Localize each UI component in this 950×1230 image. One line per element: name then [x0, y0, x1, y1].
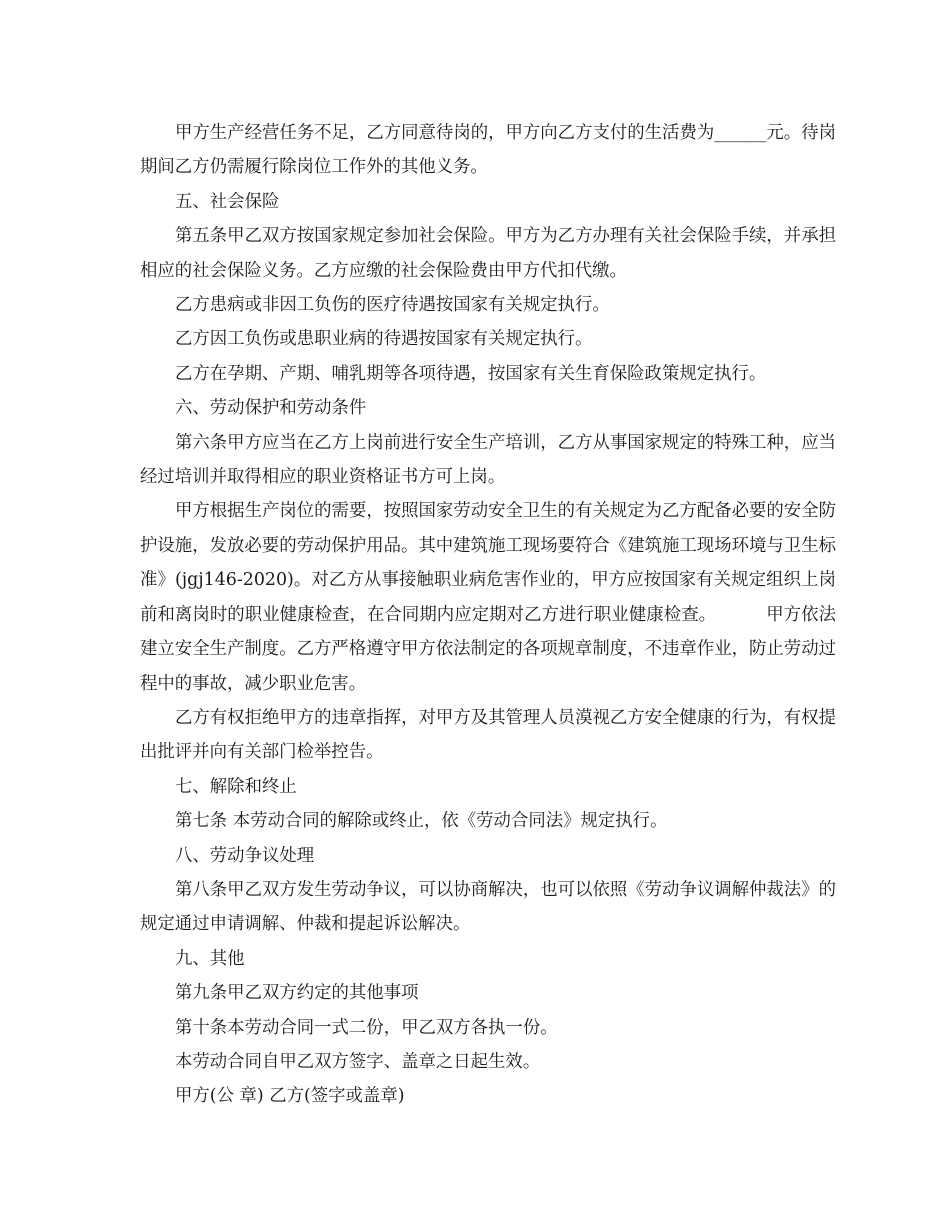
- signature-line: 甲方(公 章) 乙方(签字或盖章): [175, 1086, 405, 1107]
- paragraph-article-7: 第七条 本劳动合同的解除或终止，依《劳动合同法》规定执行。: [175, 811, 668, 832]
- paragraph-article-9: 第九条甲乙双方约定的其他事项: [175, 983, 419, 1004]
- paragraph-effective-date: 本劳动合同自甲乙双方签字、盖章之日起生效。: [175, 1051, 541, 1072]
- paragraph-illness-treatment: 乙方患病或非因工负伤的医疗待遇按国家有关规定执行。: [175, 295, 610, 316]
- section-heading-social-insurance: 五、社会保险: [175, 191, 280, 212]
- paragraph-article-6: 第六条甲方应当在乙方上岗前进行安全生产培训，乙方从事国家规定的特殊工种，应当经过培训并取得相应的职业资格证书方可上岗。: [140, 432, 836, 488]
- section-heading-other: 九、其他: [175, 948, 245, 969]
- paragraph-standby-pay: 甲方生产经营任务不足，乙方同意待岗的，甲方向乙方支付的生活费为______元。待岗期间乙方仍需履行除岗位工作外的其他义务。: [140, 123, 836, 178]
- paragraph-refuse-violations: 乙方有权拒绝甲方的违章指挥，对甲方及其管理人员漠视乙方安全健康的行为，有权提出批评并向有关部门检举控告。: [140, 707, 836, 763]
- paragraph-work-injury: 乙方因工负伤或患职业病的待遇按国家有关规定执行。: [175, 329, 593, 350]
- paragraph-safety-system-text: 甲方依法建立安全生产制度。乙方严格遵守甲方依法制定的各项规章制度，不违章作业，防止劳动过程中的事故，减少职业危害。: [140, 604, 836, 694]
- paragraph-article-5: 第五条甲乙双方按国家规定参加社会保险。甲方为乙方办理有关社会保险手续，并承担相应的社会保险义务。乙方应缴的社会保险费由甲方代扣代缴。: [140, 226, 836, 281]
- paragraph-article-8: 第八条甲乙双方发生劳动争议，可以协商解决，也可以依照《劳动争议调解仲裁法》的规定通过申请调解、仲裁和提起诉讼解决。: [140, 879, 836, 935]
- section-heading-termination: 七、解除和终止: [175, 776, 297, 797]
- paragraph-maternity: 乙方在孕期、产期、哺乳期等各项待遇，按国家有关生育保险政策规定执行。: [175, 363, 767, 384]
- paragraph-safety-equipment: [140, 494, 836, 700]
- paragraph-article-10: 第十条本劳动合同一式二份，甲乙双方各执一份。: [175, 1017, 558, 1038]
- section-heading-disputes: 八、劳动争议处理: [175, 845, 315, 866]
- section-heading-labor-protection: 六、劳动保护和劳动条件: [175, 398, 367, 419]
- document-body: [140, 116, 836, 1114]
- paragraph-safety-equipment-text: 甲方根据生产岗位的需要，按照国家劳动安全卫生的有关规定为乙方配备必要的安全防护设施，发放必要的劳动保护用品。其中建筑施工现场要符合《建筑施工现场环境与卫生标准》(jgj146-2020)。对乙方从事接触职业病危害作业的，甲方应按国家有关规定组织上岗前和离岗时的职业健康检查，在合同期内应定期对乙方进行职业健康检查。: [140, 501, 836, 625]
